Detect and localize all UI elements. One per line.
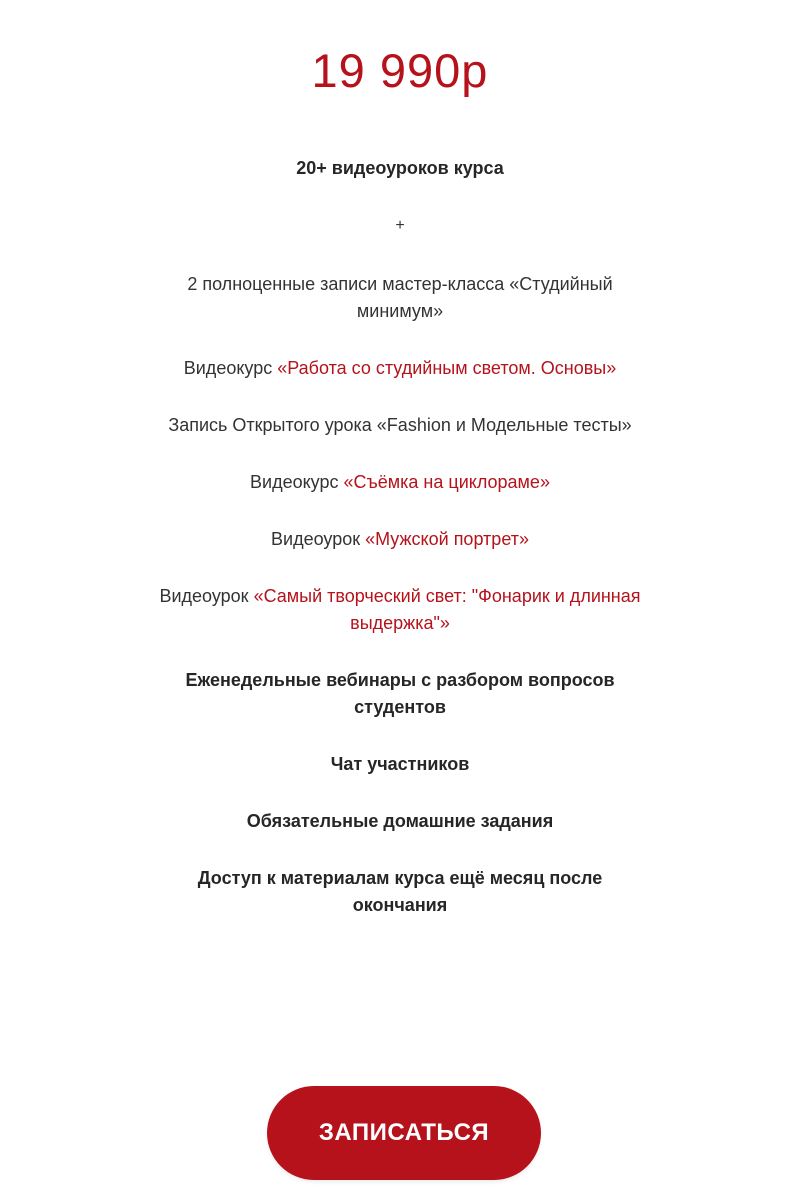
feature-text: Запись Открытого урока «Fashion и Модельные тесты»: [168, 415, 632, 435]
feature-video-lessons: [150, 155, 650, 182]
studio-light-course-link[interactable]: «Работа со студийным светом. Основы»: [277, 358, 617, 378]
features-list: [150, 155, 650, 949]
cyclorama-course-link[interactable]: «Съёмка на циклораме»: [343, 472, 550, 492]
feature-male-portrait-lesson: [150, 526, 650, 553]
feature-studio-light-course: [150, 355, 650, 382]
feature-prefix: Видеокурс: [183, 358, 278, 378]
feature-text: Обязательные домашние задания: [246, 811, 554, 831]
creative-light-lesson-link[interactable]: «Самый творческий свет: "Фонарик и длинная выдержка"»: [253, 586, 641, 633]
feature-prefix: Видеоурок: [159, 586, 254, 606]
plus-text: +: [395, 217, 405, 234]
feature-plus-separator: [150, 212, 650, 239]
feature-open-lesson-record: [150, 412, 650, 439]
feature-participants-chat: [150, 751, 650, 778]
feature-homework: [150, 808, 650, 835]
feature-text: 2 полноценные записи мастер-класса «Студийный минимум»: [187, 274, 613, 321]
feature-prefix: Видеоурок: [271, 529, 366, 549]
signup-button[interactable]: ЗАПИСАТЬСЯ: [267, 1086, 541, 1180]
feature-text: 20+ видеоуроков курса: [296, 158, 504, 178]
feature-weekly-webinars: [150, 667, 650, 721]
feature-masterclass-records: [150, 271, 650, 325]
feature-creative-light-lesson: [150, 583, 650, 637]
feature-text: Чат участников: [330, 754, 470, 774]
feature-text: Доступ к материалам курса ещё месяц после окончания: [197, 868, 603, 915]
feature-prefix: Видеокурс: [250, 472, 344, 492]
feature-text: Еженедельные вебинары с разбором вопросов студентов: [185, 670, 615, 717]
feature-extended-access: [150, 865, 650, 919]
price: 19 990р: [311, 44, 489, 97]
male-portrait-lesson-link[interactable]: «Мужской портрет»: [365, 529, 529, 549]
feature-cyclorama-course: [150, 469, 650, 496]
